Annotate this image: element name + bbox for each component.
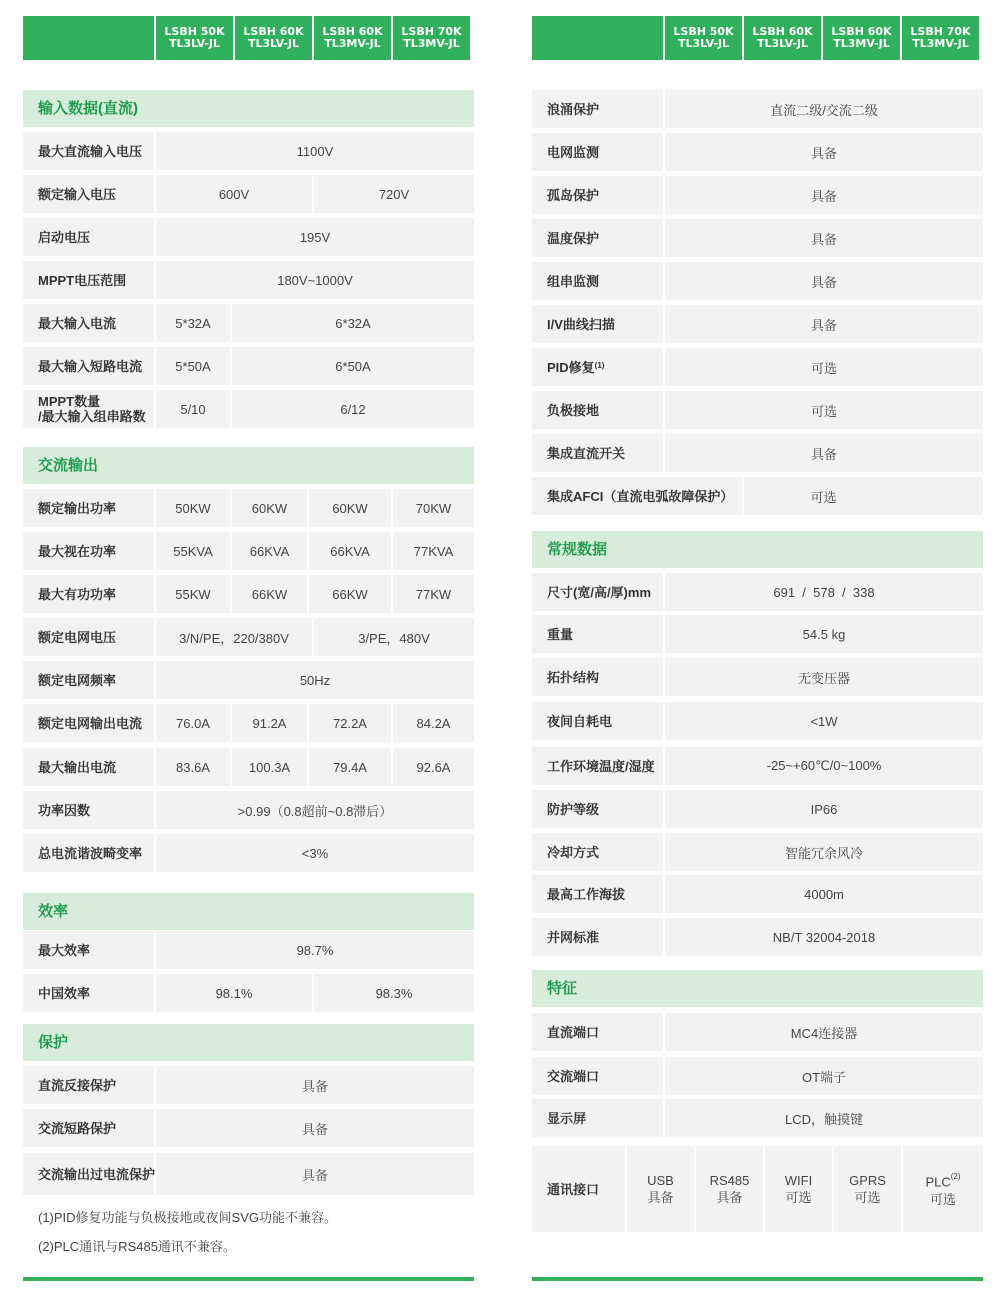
spec-value: 直流二级/交流二级: [665, 90, 983, 128]
spec-value: 70KW: [393, 489, 474, 527]
spec-row: [23, 1109, 474, 1147]
header-model-2-text: LSBH 60K TL3LV-JL: [752, 25, 813, 50]
spec-value: 54.5 kg: [665, 615, 983, 653]
spec-label: 夜间自耗电: [532, 702, 663, 740]
header-model-2: [744, 16, 821, 60]
spec-row: [532, 262, 983, 300]
spec-value: 3/PE，480V: [314, 618, 474, 656]
header-model-3: [314, 16, 391, 60]
spec-value: 具备: [665, 133, 983, 171]
spec-value: 98.1%: [156, 974, 312, 1012]
spec-label: 负极接地: [532, 391, 663, 429]
spec-row: [532, 1013, 983, 1051]
spec-row: [23, 791, 474, 829]
section-general: 常规数据: [532, 531, 983, 568]
spec-label: 直流反接保护: [23, 1066, 154, 1104]
spec-label: 交流短路保护: [23, 1109, 154, 1147]
spec-value: 5/10: [156, 390, 230, 428]
spec-value: 76.0A: [156, 704, 230, 742]
comm-name: WIFI: [784, 1173, 813, 1188]
section-efficiency: 效率: [23, 893, 474, 930]
spec-row: [532, 702, 983, 740]
spec-value: 具备: [665, 176, 983, 214]
spec-row: [532, 348, 983, 386]
spec-value: >0.99（0.8超前~0.8滞后）: [156, 791, 474, 829]
section-protection: 保护: [23, 1024, 474, 1061]
spec-value: IP66: [665, 790, 983, 828]
spec-value: 具备: [665, 219, 983, 257]
spec-label: 交流输出过电流保护: [23, 1153, 154, 1195]
spec-value: 1100V: [156, 132, 474, 170]
spec-value: 5*32A: [156, 304, 230, 342]
header-blank: [23, 16, 154, 60]
spec-value: 98.7%: [156, 931, 474, 969]
spec-row: [23, 748, 474, 786]
header-model-4: [393, 16, 470, 60]
spec-label: 集成直流开关: [532, 434, 663, 472]
spec-value: 6*32A: [232, 304, 474, 342]
spec-row: [23, 1066, 474, 1104]
spec-row: [23, 132, 474, 170]
spec-value: NB/T 32004-2018: [665, 918, 983, 956]
spec-value: 具备: [665, 305, 983, 343]
spec-label: 最大直流输入电压: [23, 132, 154, 170]
comm-status: 具备: [647, 1190, 674, 1205]
section-ac-output: 交流输出: [23, 447, 474, 484]
spec-label: 总电流谐波畸变率: [23, 834, 154, 872]
spec-value: 84.2A: [393, 704, 474, 742]
spec-row: [532, 391, 983, 429]
footnote-2: (2)PLC通讯与RS485通讯不兼容。: [38, 1239, 236, 1254]
pid-label: PID修复: [547, 359, 595, 375]
spec-value: 4000m: [665, 875, 983, 913]
spec-label: I/V曲线扫描: [532, 305, 663, 343]
spec-label: 额定输入电压: [23, 175, 154, 213]
spec-label: 组串监测: [532, 262, 663, 300]
spec-label: MPPT数量 /最大输入组串路数: [23, 390, 154, 428]
spec-value: <1W: [665, 702, 983, 740]
spec-label: 并网标准: [532, 918, 663, 956]
spec-value: 具备: [156, 1066, 474, 1104]
header-model-2: [235, 16, 312, 60]
footnote-ref-2: (2): [950, 1172, 961, 1182]
spec-label: 防护等级: [532, 790, 663, 828]
header-model-2-text: LSBH 60K TL3LV-JL: [243, 25, 304, 50]
spec-row: [532, 434, 983, 472]
spec-label: 最大效率: [23, 931, 154, 969]
header-model-1-text: LSBH 50K TL3LV-JL: [164, 25, 225, 50]
spec-value: <3%: [156, 834, 474, 872]
spec-row: [532, 1057, 983, 1095]
spec-value: 55KVA: [156, 532, 230, 570]
spec-row: [532, 477, 983, 515]
spec-row: [532, 573, 983, 611]
footnote-ref-1: (1): [594, 360, 605, 370]
spec-value: 77KW: [393, 575, 474, 613]
spec-value: 72.2A: [309, 704, 391, 742]
spec-row: [532, 1099, 983, 1137]
spec-row: [23, 661, 474, 699]
spec-value: 6/12: [232, 390, 474, 428]
header-model-4-text: LSBH 70K TL3MV-JL: [910, 25, 971, 50]
spec-value: OT端子: [665, 1057, 983, 1095]
spec-value: 66KW: [232, 575, 307, 613]
spec-value: 50Hz: [156, 661, 474, 699]
spec-label: 集成AFCI（直流电弧故障保护）: [532, 477, 742, 515]
spec-label: 交流端口: [532, 1057, 663, 1095]
spec-value: 100.3A: [232, 748, 307, 786]
spec-value: 50KW: [156, 489, 230, 527]
header-model-3-text: LSBH 60K TL3MV-JL: [322, 25, 383, 50]
spec-row: [23, 390, 474, 428]
spec-label: 孤岛保护: [532, 176, 663, 214]
comm-status: 可选: [854, 1190, 881, 1205]
spec-row: [23, 704, 474, 742]
spec-value: 具备: [156, 1109, 474, 1147]
spec-row: [23, 834, 474, 872]
spec-label: 最大视在功率: [23, 532, 154, 570]
spec-value: 691 / 578 / 338: [665, 573, 983, 611]
spec-value: 195V: [156, 218, 474, 256]
spec-label: [532, 348, 663, 386]
spec-row: [23, 489, 474, 527]
spec-row: [532, 176, 983, 214]
spec-value: 91.2A: [232, 704, 307, 742]
spec-value: 可选: [665, 348, 983, 386]
spec-row: [532, 90, 983, 128]
spec-label: 最大有功功率: [23, 575, 154, 613]
right-column: [532, 0, 983, 1301]
spec-label: 最大输入电流: [23, 304, 154, 342]
spec-value: 66KVA: [309, 532, 391, 570]
comm-name-wrap: [925, 1170, 960, 1190]
spec-label: 电网监测: [532, 133, 663, 171]
comm-status: 具备: [716, 1190, 743, 1205]
header-blank: [532, 16, 663, 60]
spec-row: [532, 305, 983, 343]
spec-value: 55KW: [156, 575, 230, 613]
spec-label: 最高工作海拔: [532, 875, 663, 913]
spec-row: [532, 658, 983, 696]
comm-status: 可选: [929, 1191, 956, 1207]
spec-value: 600V: [156, 175, 312, 213]
comm-name: PLC: [925, 1174, 951, 1190]
section-dc-input: 输入数据(直流): [23, 90, 474, 127]
spec-row: [532, 219, 983, 257]
spec-label: 启动电压: [23, 218, 154, 256]
spec-value: 60KW: [232, 489, 307, 527]
spec-value: 6*50A: [232, 347, 474, 385]
spec-value: 98.3%: [314, 974, 474, 1012]
spec-label: 最大输入短路电流: [23, 347, 154, 385]
comm-name: GPRS: [849, 1173, 886, 1188]
spec-value: LCD，触摸键: [665, 1099, 983, 1137]
spec-row: [532, 615, 983, 653]
spec-value: 79.4A: [309, 748, 391, 786]
section-features: 特征: [532, 970, 983, 1007]
spec-value: 60KW: [309, 489, 391, 527]
spec-row: [532, 875, 983, 913]
spec-label: 额定输出功率: [23, 489, 154, 527]
spec-row: [23, 931, 474, 969]
comm-name: USB: [647, 1173, 674, 1188]
spec-row: [23, 218, 474, 256]
spec-row: [23, 1153, 474, 1195]
spec-label: 额定电网频率: [23, 661, 154, 699]
spec-value: 83.6A: [156, 748, 230, 786]
spec-value: 具备: [665, 262, 983, 300]
comm-item-usb: [627, 1146, 694, 1232]
spec-value: 92.6A: [393, 748, 474, 786]
comm-row: [532, 1146, 983, 1232]
spec-label: 尺寸(宽/高/厚)mm: [532, 573, 663, 611]
spec-value: 720V: [314, 175, 474, 213]
bottom-divider: [23, 1277, 474, 1281]
spec-label: 温度保护: [532, 219, 663, 257]
spec-value: MC4连接器: [665, 1013, 983, 1051]
spec-row: [23, 974, 474, 1012]
spec-label: 直流端口: [532, 1013, 663, 1051]
header-model-3: [823, 16, 900, 60]
spec-label: 工作环境温度/湿度: [532, 747, 663, 785]
spec-label: 重量: [532, 615, 663, 653]
spec-value: 具备: [156, 1153, 474, 1195]
spec-label: MPPT电压范围: [23, 261, 154, 299]
spec-label: 额定电网输出电流: [23, 704, 154, 742]
spec-row: [532, 133, 983, 171]
spec-value: 智能冗余风冷: [665, 833, 983, 871]
spec-row: [23, 261, 474, 299]
bottom-divider: [532, 1277, 983, 1281]
spec-value: 5*50A: [156, 347, 230, 385]
footnote-1: (1)PID修复功能与负极接地或夜间SVG功能不兼容。: [38, 1210, 338, 1225]
spec-row: [23, 532, 474, 570]
header-model-1: [665, 16, 742, 60]
spec-row: [23, 347, 474, 385]
spec-label: 中国效率: [23, 974, 154, 1012]
header-model-1-text: LSBH 50K TL3LV-JL: [673, 25, 734, 50]
comm-item-gprs: [834, 1146, 901, 1232]
comm-label: 通讯接口: [532, 1146, 625, 1232]
spec-value: 180V~1000V: [156, 261, 474, 299]
model-header: [23, 16, 474, 60]
spec-label: 拓扑结构: [532, 658, 663, 696]
spec-value: 66KVA: [232, 532, 307, 570]
spec-label: 浪涌保护: [532, 90, 663, 128]
spec-value: 66KW: [309, 575, 391, 613]
header-model-1: [156, 16, 233, 60]
left-column: [23, 0, 474, 1301]
spec-label: 功率因数: [23, 791, 154, 829]
header-model-4: [902, 16, 979, 60]
spec-row: [23, 618, 474, 656]
spec-row: [532, 790, 983, 828]
comm-item-wifi: [765, 1146, 832, 1232]
spec-value: 3/N/PE，220/380V: [156, 618, 312, 656]
spec-value: 无变压器: [665, 658, 983, 696]
spec-row: [532, 833, 983, 871]
comm-item-plc: [903, 1146, 983, 1232]
spec-row: [532, 747, 983, 785]
spec-row: [532, 918, 983, 956]
header-model-3-text: LSBH 60K TL3MV-JL: [831, 25, 892, 50]
spec-row: [23, 175, 474, 213]
comm-name: RS485: [709, 1173, 750, 1188]
spec-label: 最大输出电流: [23, 748, 154, 786]
spec-value: 可选: [744, 477, 983, 515]
header-model-4-text: LSBH 70K TL3MV-JL: [401, 25, 462, 50]
model-header: [532, 16, 983, 60]
spec-value: 可选: [665, 391, 983, 429]
spec-value: 具备: [665, 434, 983, 472]
spec-label: 显示屏: [532, 1099, 663, 1137]
spec-row: [23, 304, 474, 342]
spec-label: 冷却方式: [532, 833, 663, 871]
comm-status: 可选: [785, 1190, 812, 1205]
spec-value: 77KVA: [393, 532, 474, 570]
spec-value: -25~+60℃/0~100%: [665, 747, 983, 785]
spec-row: [23, 575, 474, 613]
spec-label: 额定电网电压: [23, 618, 154, 656]
comm-item-rs485: [696, 1146, 763, 1232]
